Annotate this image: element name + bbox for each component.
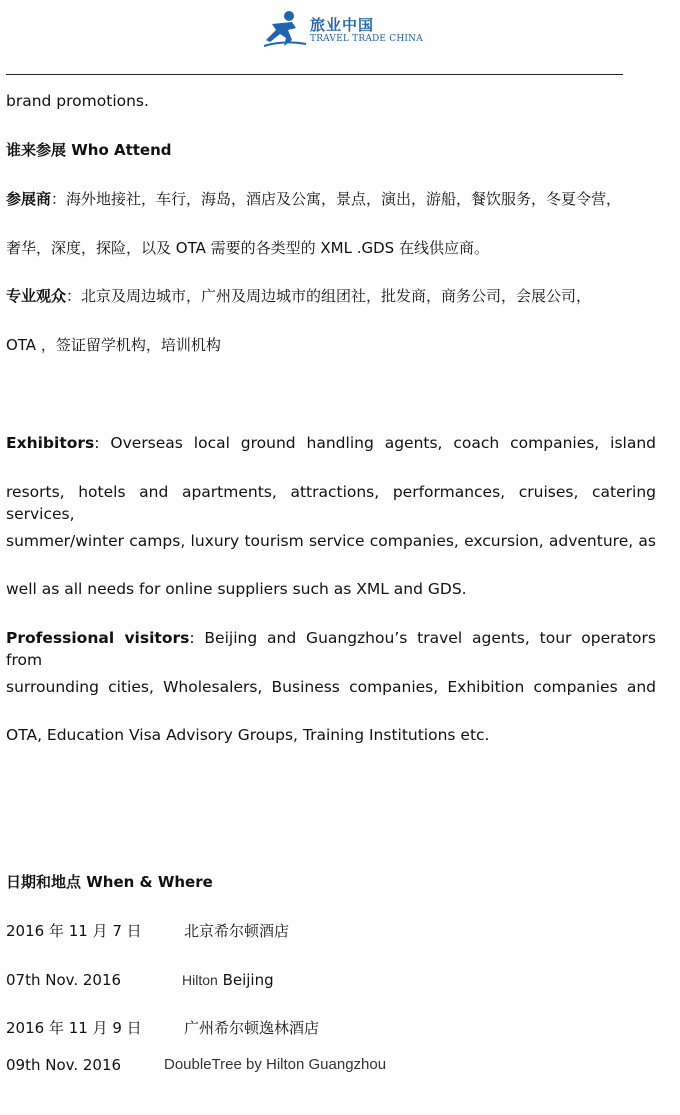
visitors-en-line-2: surrounding cities, Wholesalers, Business companies, Exhibition companies and: [6, 678, 656, 696]
exhibitors-cn-line-2: 奢华，深度，探险，以及 OTA 需要的各类型的 XML .GDS 在线供应商。: [6, 239, 489, 257]
travel-trade-china-logo: [262, 8, 422, 52]
visitors-cn-line-2: OTA ，签证留学机构，培训机构: [6, 336, 221, 354]
schedule-row: [6, 969, 656, 991]
exhibitors-cn-line-1: [6, 188, 656, 210]
schedule-date: 07th Nov. 2016: [6, 971, 122, 989]
visitors-cn-text: ：北京及周边城市，广州及周边城市的组团社，批发商，商务公司，会展公司，: [66, 287, 592, 305]
paragraph-line: brand promotions.: [6, 92, 149, 110]
runner-icon: [262, 10, 308, 50]
schedule-date: 2016 年 11 月 7 日: [6, 922, 142, 940]
exhibitors-en-line-3: summer/winter camps, luxury tourism service companies, excursion, adventure, as: [6, 532, 656, 550]
visitors-cn-label: 专业观众: [6, 287, 67, 305]
schedule-venue-prefix: Hilton: [182, 972, 218, 988]
visitors-en-line-3: OTA, Education Visa Advisory Groups, Training Institutions etc.: [6, 726, 490, 744]
schedule-venue: 广州希尔顿逸林酒店: [184, 1019, 320, 1037]
schedule-venue: DoubleTree by Hilton Guangzhou: [164, 1056, 387, 1073]
schedule-row: [6, 1054, 656, 1076]
visitors-en-line-1: [6, 627, 656, 671]
visitors-cn-line-1: [6, 285, 656, 307]
schedule-venue-wrap: [182, 969, 274, 991]
who-attend-heading: 谁来参展 Who Attend: [6, 141, 172, 159]
schedule-row: [6, 1017, 656, 1039]
schedule-date: 09th Nov. 2016: [6, 1056, 122, 1074]
exhibitors-en-label: Exhibitors: [6, 434, 95, 452]
exhibitors-en-line-4: well as all needs for online suppliers such as XML and GDS.: [6, 580, 467, 598]
visitors-en-text: : Beijing and Guangzhou’s travel agents, tour operators from: [6, 629, 656, 669]
visitors-en-label: Professional visitors: [6, 629, 190, 647]
exhibitors-en-line-1: [6, 432, 656, 454]
exhibitors-cn-text: ：海外地接社，车行，海岛，酒店及公寓，景点，演出，游船，餐饮服务，冬夏令营，: [51, 190, 622, 208]
exhibitors-en-line-2: resorts, hotels and apartments, attractions, performances, cruises, catering services,: [6, 483, 656, 523]
logo-chinese-text: 旅业中国: [310, 16, 375, 34]
schedule-row: [6, 920, 656, 942]
header-divider: [6, 74, 623, 75]
logo-english-text: TRAVEL TRADE CHINA: [310, 34, 423, 44]
schedule-date: 2016 年 11 月 9 日: [6, 1019, 142, 1037]
schedule-venue: Beijing: [222, 971, 274, 989]
schedule-venue: 北京希尔顿酒店: [184, 922, 290, 940]
exhibitors-en-text: : Overseas local ground handling agents, coach companies, island: [94, 434, 656, 452]
when-where-heading: 日期和地点 When & Where: [6, 873, 213, 891]
exhibitors-cn-label: 参展商: [6, 190, 52, 208]
